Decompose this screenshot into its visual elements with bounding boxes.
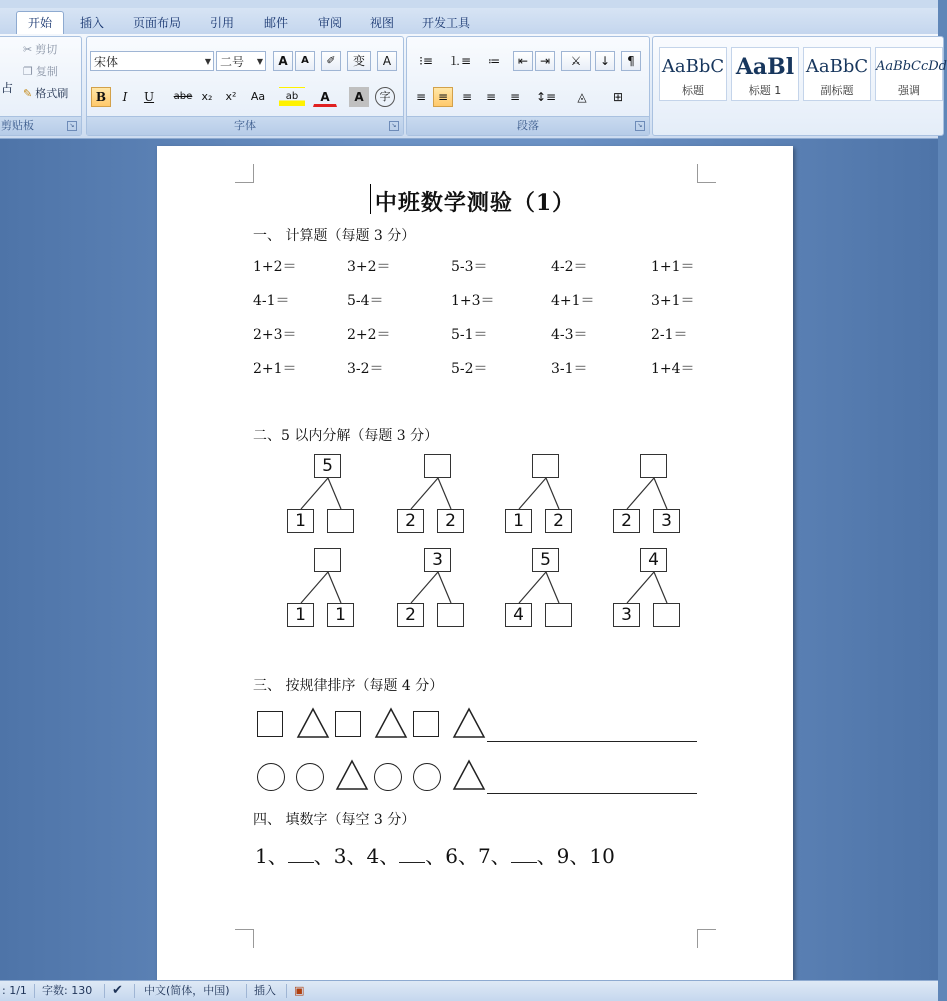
copy-icon: ❐ (23, 65, 33, 78)
bond-box-left: 2 (613, 509, 640, 533)
calc-problem: 5-1＝ (451, 327, 488, 343)
brush-icon: ✎ (23, 87, 33, 100)
triangle-shape (335, 759, 367, 789)
tab-view[interactable]: 视图 (369, 16, 394, 30)
bond-line (438, 478, 451, 509)
chevron-down-icon: ▼ (256, 57, 263, 66)
bond-box-left: 3 (613, 603, 640, 627)
word-count[interactable]: 字数: 130 (42, 984, 93, 997)
bullets-icon: ⁝≡ (419, 54, 433, 68)
bond-line (546, 572, 559, 603)
sequence-separator: 、 (457, 844, 478, 868)
style-name: 标题 (682, 84, 704, 97)
square-shape (257, 711, 283, 737)
bond-line (411, 572, 438, 603)
language-indicator[interactable]: 中文(简体，中国) (144, 984, 230, 997)
bold-button[interactable] (91, 87, 111, 107)
paragraph-mark-icon: ¶ (627, 54, 635, 68)
bond-box-top (314, 548, 341, 572)
document-page[interactable] (157, 146, 793, 980)
bond-line (328, 572, 341, 603)
square-shape (335, 711, 361, 737)
bond-line (627, 478, 654, 509)
line-spacing-button[interactable] (531, 87, 561, 107)
square-shape (413, 711, 439, 737)
status-separator (104, 984, 105, 998)
format-painter-button[interactable] (23, 85, 68, 103)
triangle-shape (452, 707, 484, 737)
bond-box-left: 1 (287, 603, 314, 627)
char-border-button[interactable] (377, 51, 397, 71)
enclose-char-icon: 字 (379, 90, 391, 103)
triangle-shape (452, 759, 484, 789)
number-bond (393, 548, 483, 634)
calc-row (253, 290, 713, 324)
bond-box-left: 1 (287, 509, 314, 533)
bond-box-left: 1 (505, 509, 532, 533)
grow-font-icon: A (278, 54, 288, 68)
calc-problem: 1+2＝ (253, 259, 297, 275)
numbering-button[interactable] (445, 51, 475, 71)
sequence-number: 10 (589, 844, 615, 868)
decrease-indent-button[interactable] (513, 51, 533, 71)
increase-indent-button[interactable] (535, 51, 555, 71)
multilevel-list-icon: ≔ (488, 54, 500, 68)
sequence-number: 9 (556, 844, 570, 868)
style-sample: AaBbC (661, 56, 725, 77)
bond-line (411, 478, 438, 509)
font-family-value: 宋体 (94, 55, 119, 69)
page-indicator[interactable]: : 1/1 (2, 984, 27, 997)
sequence-separator: 、 (569, 844, 590, 868)
align-right-icon: ≡ (461, 90, 473, 104)
shading-button[interactable] (567, 87, 597, 107)
font-family-select[interactable] (90, 51, 214, 71)
ribbon (0, 34, 947, 139)
bond-box-left: 2 (397, 603, 424, 627)
strikethrough-button[interactable] (171, 87, 195, 107)
borders-button[interactable] (603, 87, 633, 107)
bond-line (519, 478, 546, 509)
calc-problem: 2-1＝ (651, 327, 688, 343)
enclose-char-button[interactable] (375, 87, 395, 107)
paragraph-group-label: 段落 (407, 116, 649, 135)
tab-mailings[interactable]: 邮件 (263, 16, 288, 30)
macro-record-icon[interactable]: ▣ (294, 984, 305, 997)
clear-format-button[interactable] (321, 51, 341, 71)
decrease-indent-icon: ⇤ (517, 54, 529, 68)
justify-button[interactable] (481, 87, 501, 107)
number-bond (609, 548, 699, 634)
bond-box-right: 1 (327, 603, 354, 627)
bond-box-right (653, 603, 680, 627)
char-border-icon: A (382, 54, 392, 68)
style-heading-1[interactable] (731, 47, 799, 101)
number-bond (283, 548, 373, 634)
style-name: 副标题 (820, 84, 854, 97)
number-bond (393, 454, 483, 540)
insert-mode-indicator[interactable]: 插入 (254, 984, 276, 997)
calc-row (253, 358, 713, 392)
align-left-icon: ≡ (415, 90, 427, 104)
numbering-icon: ⒈≡ (448, 54, 472, 68)
bond-line (301, 478, 328, 509)
margin-corner-mark (235, 929, 254, 948)
circle-shape (296, 763, 324, 791)
font-launcher-icon[interactable]: ↘ (389, 121, 399, 131)
title-bar (0, 0, 938, 8)
calc-problem: 3-1＝ (551, 361, 588, 377)
bond-box-top: 5 (314, 454, 341, 478)
bond-box-top (532, 454, 559, 478)
paragraph-group (406, 36, 650, 136)
calc-problem: 3+1＝ (651, 293, 695, 309)
bond-box-top (640, 454, 667, 478)
show-marks-button[interactable] (621, 51, 641, 71)
proofing-icon[interactable]: ✔ (112, 983, 123, 998)
ribbon-tab-bar (0, 8, 938, 35)
subscript-icon: x₂ (201, 90, 213, 103)
bond-box-right: 3 (653, 509, 680, 533)
fill-blank[interactable] (288, 844, 314, 863)
calc-problem: 2+3＝ (253, 327, 297, 343)
style-title[interactable] (659, 47, 727, 101)
bond-box-top: 4 (640, 548, 667, 572)
calc-problem: 1+4＝ (651, 361, 695, 377)
bond-line (301, 572, 328, 603)
tab-review[interactable]: 审阅 (317, 16, 342, 30)
calc-problem: 3+2＝ (347, 259, 391, 275)
chinese-layout-button[interactable] (561, 51, 591, 71)
change-case-icon: Aa (250, 90, 266, 103)
triangle-shape (296, 707, 328, 737)
answer-line[interactable] (487, 741, 697, 742)
document-area[interactable] (0, 139, 938, 980)
bond-box-right: 2 (437, 509, 464, 533)
bond-box-left: 4 (505, 603, 532, 627)
superscript-button[interactable] (221, 87, 241, 107)
calc-problem: 2+1＝ (253, 361, 297, 377)
change-case-button[interactable] (245, 87, 271, 107)
highlight-button[interactable] (279, 87, 305, 107)
style-sample: AaBl (735, 54, 795, 80)
section-1-heading: 一、 计算题（每题 3 分） (253, 228, 416, 244)
bullets-button[interactable] (411, 51, 441, 71)
bond-box-right (437, 603, 464, 627)
scissors-icon: ✂ (23, 43, 33, 56)
style-sample: AaBbC (805, 56, 869, 77)
align-center-icon: ≡ (437, 90, 449, 104)
italic-icon: I (122, 90, 128, 104)
format-painter-label: 格式刷 (35, 87, 69, 100)
tab-references[interactable]: 引用 (209, 16, 234, 30)
calc-row (253, 324, 713, 358)
section-4-heading: 四、 填数字（每空 3 分） (253, 812, 416, 828)
bond-box-right (545, 603, 572, 627)
bond-line (546, 478, 559, 509)
status-separator (286, 984, 287, 998)
clipboard-launcher-icon[interactable]: ↘ (67, 121, 77, 131)
calc-problem: 5-2＝ (451, 361, 488, 377)
sequence-number: 3 (333, 844, 347, 868)
calc-row (253, 256, 713, 290)
line-spacing-icon: ↕≡ (535, 90, 557, 104)
status-separator (134, 984, 135, 998)
calc-problem: 1+3＝ (451, 293, 495, 309)
italic-button[interactable] (115, 87, 135, 107)
margin-corner-mark (697, 929, 716, 948)
copy-button[interactable] (23, 63, 58, 81)
sequence-separator: 、 (425, 844, 446, 868)
calc-problem: 5-4＝ (347, 293, 384, 309)
paragraph-launcher-icon[interactable]: ↘ (635, 121, 645, 131)
sequence-number: 6 (445, 844, 458, 868)
circle-shape (374, 763, 402, 791)
style-sample: AaBbCcDd (876, 59, 947, 74)
bond-box-right (327, 509, 354, 533)
distributed-button[interactable] (505, 87, 525, 107)
align-left-button[interactable] (411, 87, 431, 107)
bond-box-right: 2 (545, 509, 572, 533)
styles-group (652, 36, 947, 136)
number-bond (501, 548, 591, 634)
bond-line (654, 572, 667, 603)
font-group-label: 字体 (87, 116, 403, 135)
tab-page-layout[interactable]: 页面布局 (132, 16, 181, 30)
bond-line (654, 478, 667, 509)
calc-problem: 3-2＝ (347, 361, 384, 377)
underline-icon: U (143, 90, 155, 104)
multilevel-list-button[interactable] (479, 51, 509, 71)
style-subtitle[interactable] (803, 47, 871, 101)
shrink-font-icon: A (301, 55, 309, 66)
triangle-shape (374, 707, 406, 737)
font-group (86, 36, 404, 136)
number-bond (283, 454, 373, 540)
borders-icon: ⊞ (612, 90, 624, 104)
calc-problem: 5-3＝ (451, 259, 488, 275)
document-title: 中班数学测验（1） (374, 190, 576, 216)
font-color-button[interactable] (313, 87, 337, 107)
bond-line (328, 478, 341, 509)
sequence-separator: 、 (536, 844, 557, 868)
eraser-icon: ✐ (326, 54, 336, 67)
superscript-icon: x² (225, 90, 237, 103)
sequence-separator: 、 (379, 844, 400, 868)
status-separator (34, 984, 35, 998)
style-emphasis[interactable] (875, 47, 947, 101)
copy-label: 复制 (35, 65, 58, 78)
bond-line (627, 572, 654, 603)
distributed-icon: ≡ (509, 90, 521, 104)
bond-line (519, 572, 546, 603)
font-size-select[interactable] (216, 51, 266, 71)
sequence-separator: 、 (267, 844, 288, 868)
cut-label: 剪切 (35, 43, 58, 56)
number-bond (501, 454, 591, 540)
bond-box-left: 2 (397, 509, 424, 533)
status-separator (246, 984, 247, 998)
char-shading-button[interactable] (349, 87, 369, 107)
grow-font-button[interactable] (273, 51, 293, 71)
subscript-button[interactable] (197, 87, 217, 107)
underline-button[interactable] (139, 87, 159, 107)
tab-developer[interactable]: 开发工具 (421, 16, 470, 30)
calc-problem: 4-1＝ (253, 293, 290, 309)
calc-problem: 2+2＝ (347, 327, 391, 343)
strikethrough-icon: abe (173, 91, 193, 102)
bond-box-top (424, 454, 451, 478)
paint-bucket-icon: ◬ (577, 90, 587, 104)
style-name: 标题 1 (748, 84, 782, 97)
bond-box-top: 5 (532, 548, 559, 572)
font-color-icon: A (320, 90, 330, 104)
highlight-icon: ab (285, 91, 299, 102)
sort-button[interactable] (595, 51, 615, 71)
chevron-down-icon: ▼ (204, 57, 211, 66)
status-bar (0, 980, 938, 1001)
char-shading-icon: A (354, 90, 364, 104)
bond-box-top: 3 (424, 548, 451, 572)
align-right-button[interactable] (457, 87, 477, 107)
sequence-separator: 、 (346, 844, 367, 868)
fill-blank[interactable] (399, 844, 425, 863)
calc-problem: 4-3＝ (551, 327, 588, 343)
shrink-font-button[interactable] (295, 51, 315, 71)
font-size-value: 二号 (220, 55, 245, 69)
bond-line (438, 572, 451, 603)
sequence-separator: 、 (490, 844, 511, 868)
justify-icon: ≡ (485, 90, 497, 104)
sort-icon: ↓ (599, 54, 611, 68)
align-center-button[interactable] (433, 87, 453, 107)
number-bond (609, 454, 699, 540)
circle-shape (413, 763, 441, 791)
chinese-layout-icon: ⚔ (570, 54, 582, 68)
answer-line[interactable] (487, 793, 697, 794)
paste-button[interactable]: 占 (1, 81, 14, 95)
sequence-number: 7 (477, 844, 491, 868)
phonetic-guide-icon: 变 (352, 54, 365, 68)
tab-home[interactable]: 开始 (16, 11, 64, 34)
tab-insert[interactable]: 插入 (79, 16, 104, 30)
section-2-heading: 二、5 以内分解（每题 3 分） (253, 428, 439, 444)
calculation-grid (253, 256, 713, 392)
bold-icon: B (95, 90, 107, 104)
sequence-separator: 、 (313, 844, 334, 868)
circle-shape (257, 763, 285, 791)
number-sequence (255, 840, 615, 869)
margin-corner-mark (697, 164, 716, 183)
sequence-number: 4 (366, 844, 380, 868)
style-name: 强调 (898, 84, 920, 97)
calc-problem: 1+1＝ (651, 259, 695, 275)
cut-button[interactable] (23, 41, 57, 59)
fill-blank[interactable] (511, 844, 537, 863)
calc-problem: 4+1＝ (551, 293, 595, 309)
sequence-number: 1 (255, 844, 268, 868)
clipboard-group-label: 剪贴板 (0, 116, 81, 135)
section-3-heading: 三、 按规律排序（每题 4 分） (253, 678, 444, 694)
increase-indent-icon: ⇥ (539, 54, 551, 68)
clipboard-group (0, 36, 82, 136)
phonetic-guide-button[interactable] (347, 51, 371, 71)
calc-problem: 4-2＝ (551, 259, 588, 275)
margin-corner-mark (235, 164, 254, 183)
